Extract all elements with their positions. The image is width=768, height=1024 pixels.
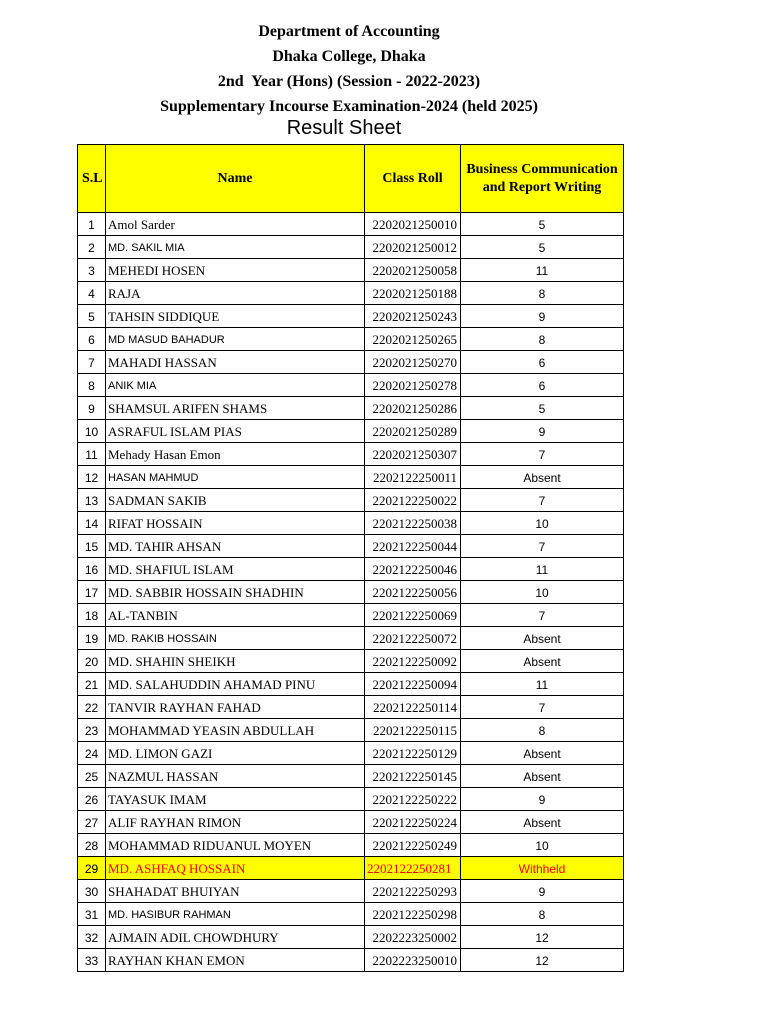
class-roll-cell: 2202122250022 — [365, 489, 461, 512]
table-row — [78, 742, 624, 765]
name-cell: ALIF RAYHAN RIMON — [106, 811, 365, 834]
table-row — [78, 305, 624, 328]
column-header-class-roll: Class Roll — [365, 145, 461, 213]
table-row — [78, 535, 624, 558]
class-roll-cell: 2202122250281 — [365, 857, 461, 880]
serial-cell: 15 — [78, 535, 106, 558]
table-row — [78, 926, 624, 949]
class-roll-cell: 2202122250293 — [365, 880, 461, 903]
table-row — [78, 627, 624, 650]
name-cell: Amol Sarder — [106, 213, 365, 236]
serial-cell: 24 — [78, 742, 106, 765]
mark-cell: 12 — [461, 926, 624, 949]
class-roll-cell: 2202122250092 — [365, 650, 461, 673]
table-row — [78, 765, 624, 788]
serial-cell: 20 — [78, 650, 106, 673]
serial-cell: 1 — [78, 213, 106, 236]
table-row — [78, 834, 624, 857]
table-row — [78, 397, 624, 420]
name-cell: ANIK MIA — [106, 374, 365, 397]
table-row — [78, 512, 624, 535]
name-cell: SHAHADAT BHUIYAN — [106, 880, 365, 903]
class-roll-cell: 2202122250145 — [365, 765, 461, 788]
name-cell: ASRAFUL ISLAM PIAS — [106, 420, 365, 443]
class-roll-cell: 2202223250002 — [365, 926, 461, 949]
name-cell: MD. TAHIR AHSAN — [106, 535, 365, 558]
mark-cell: Absent — [461, 742, 624, 765]
table-row — [78, 466, 624, 489]
department-heading: Department of Accounting — [258, 23, 440, 40]
class-roll-cell: 2202122250056 — [365, 581, 461, 604]
class-roll-cell: 2202122250072 — [365, 627, 461, 650]
name-cell: TAYASUK IMAM — [106, 788, 365, 811]
mark-cell: 9 — [461, 420, 624, 443]
class-roll-cell: 2202122250094 — [365, 673, 461, 696]
mark-cell: Absent — [461, 627, 624, 650]
serial-cell: 28 — [78, 834, 106, 857]
serial-cell: 12 — [78, 466, 106, 489]
class-roll-cell: 2202021250286 — [365, 397, 461, 420]
table-row — [78, 903, 624, 926]
class-roll-cell: 2202021250307 — [365, 443, 461, 466]
class-roll-cell: 2202021250270 — [365, 351, 461, 374]
name-cell: RIFAT HOSSAIN — [106, 512, 365, 535]
class-roll-cell: 2202122250222 — [365, 788, 461, 811]
serial-cell: 17 — [78, 581, 106, 604]
class-roll-cell: 2202021250012 — [365, 236, 461, 259]
exam-heading: Supplementary Incourse Examination-2024 (held 2025) — [160, 98, 538, 115]
table-row — [78, 604, 624, 627]
class-roll-cell: 2202122250046 — [365, 558, 461, 581]
result-sheet-title: Result Sheet — [286, 117, 402, 139]
class-roll-cell: 2202223250010 — [365, 949, 461, 972]
mark-cell: 7 — [461, 696, 624, 719]
serial-cell: 18 — [78, 604, 106, 627]
mark-cell: Absent — [461, 466, 624, 489]
serial-cell: 8 — [78, 374, 106, 397]
mark-cell: 9 — [461, 788, 624, 811]
table-row — [78, 259, 624, 282]
table-row — [78, 282, 624, 305]
mark-cell: 7 — [461, 443, 624, 466]
mark-cell: 11 — [461, 558, 624, 581]
serial-cell: 25 — [78, 765, 106, 788]
serial-cell: 23 — [78, 719, 106, 742]
serial-cell: 11 — [78, 443, 106, 466]
name-cell: MD. SHAFIUL ISLAM — [106, 558, 365, 581]
serial-cell: 33 — [78, 949, 106, 972]
serial-cell: 5 — [78, 305, 106, 328]
name-cell: TANVIR RAYHAN FAHAD — [106, 696, 365, 719]
class-roll-cell: 2202021250289 — [365, 420, 461, 443]
table-row — [78, 443, 624, 466]
class-roll-cell: 2202021250265 — [365, 328, 461, 351]
table-row — [78, 489, 624, 512]
mark-cell: Absent — [461, 811, 624, 834]
serial-cell: 4 — [78, 282, 106, 305]
name-cell: MAHADI HASSAN — [106, 351, 365, 374]
class-roll-cell: 2202122250038 — [365, 512, 461, 535]
class-roll-cell: 2202021250188 — [365, 282, 461, 305]
class-roll-cell: 2202122250129 — [365, 742, 461, 765]
mark-cell: 8 — [461, 719, 624, 742]
name-cell: MD. HASIBUR RAHMAN — [106, 903, 365, 926]
class-roll-cell: 2202122250011 — [365, 466, 461, 489]
serial-cell: 7 — [78, 351, 106, 374]
table-row — [78, 857, 624, 880]
serial-cell: 2 — [78, 236, 106, 259]
mark-cell: 8 — [461, 282, 624, 305]
name-cell: MD. SALAHUDDIN AHAMAD PINU — [106, 673, 365, 696]
table-row — [78, 949, 624, 972]
table-header-row — [78, 145, 624, 213]
name-cell: MD. ASHFAQ HOSSAIN — [106, 857, 365, 880]
name-cell: SADMAN SAKIB — [106, 489, 365, 512]
name-cell: MD. SABBIR HOSSAIN SHADHIN — [106, 581, 365, 604]
serial-cell: 30 — [78, 880, 106, 903]
mark-cell: 7 — [461, 489, 624, 512]
class-roll-cell: 2202122250044 — [365, 535, 461, 558]
serial-cell: 16 — [78, 558, 106, 581]
mark-cell: 10 — [461, 834, 624, 857]
name-cell: MD. LIMON GAZI — [106, 742, 365, 765]
table-row — [78, 880, 624, 903]
name-cell: MOHAMMAD YEASIN ABDULLAH — [106, 719, 365, 742]
class-roll-cell: 2202122250249 — [365, 834, 461, 857]
name-cell: MOHAMMAD RIDUANUL MOYEN — [106, 834, 365, 857]
class-roll-cell: 2202122250114 — [365, 696, 461, 719]
name-cell: AJMAIN ADIL CHOWDHURY — [106, 926, 365, 949]
serial-cell: 13 — [78, 489, 106, 512]
class-roll-cell: 2202021250243 — [365, 305, 461, 328]
table-row — [78, 581, 624, 604]
mark-cell: 7 — [461, 604, 624, 627]
mark-cell: 9 — [461, 880, 624, 903]
mark-cell: 6 — [461, 374, 624, 397]
column-header-name: Name — [106, 145, 365, 213]
name-cell: SHAMSUL ARIFEN SHAMS — [106, 397, 365, 420]
session-heading: 2nd Year (Hons) (Session - 2022-2023) — [217, 73, 481, 90]
serial-cell: 27 — [78, 811, 106, 834]
mark-cell: 9 — [461, 305, 624, 328]
class-roll-cell: 2202122250069 — [365, 604, 461, 627]
mark-cell: 11 — [461, 259, 624, 282]
mark-cell: 5 — [461, 236, 624, 259]
serial-cell: 32 — [78, 926, 106, 949]
name-cell: HASAN MAHMUD — [106, 466, 365, 489]
mark-cell: Withheld — [461, 857, 624, 880]
mark-cell: 8 — [461, 903, 624, 926]
name-cell: TAHSIN SIDDIQUE — [106, 305, 365, 328]
name-cell: RAYHAN KHAN EMON — [106, 949, 365, 972]
result-table — [77, 144, 624, 972]
class-roll-cell: 2202122250224 — [365, 811, 461, 834]
name-cell: AL-TANBIN — [106, 604, 365, 627]
serial-cell: 26 — [78, 788, 106, 811]
mark-cell: 8 — [461, 328, 624, 351]
class-roll-cell: 2202122250115 — [365, 719, 461, 742]
mark-cell: Absent — [461, 765, 624, 788]
mark-cell: 12 — [461, 949, 624, 972]
mark-cell: 11 — [461, 673, 624, 696]
table-row — [78, 213, 624, 236]
table-row — [78, 673, 624, 696]
column-header-sl: S.L — [78, 145, 106, 213]
table-row — [78, 811, 624, 834]
serial-cell: 29 — [78, 857, 106, 880]
column-header-subject: Business Communication and Report Writing — [461, 145, 624, 213]
table-row — [78, 719, 624, 742]
mark-cell: 10 — [461, 581, 624, 604]
mark-cell: 7 — [461, 535, 624, 558]
serial-cell: 3 — [78, 259, 106, 282]
serial-cell: 22 — [78, 696, 106, 719]
mark-cell: 6 — [461, 351, 624, 374]
table-row — [78, 236, 624, 259]
serial-cell: 21 — [78, 673, 106, 696]
name-cell: Mehady Hasan Emon — [106, 443, 365, 466]
name-cell: MD. RAKIB HOSSAIN — [106, 627, 365, 650]
college-heading: Dhaka College, Dhaka — [272, 48, 426, 65]
name-cell: MEHEDI HOSEN — [106, 259, 365, 282]
table-row — [78, 374, 624, 397]
serial-cell: 10 — [78, 420, 106, 443]
name-cell: NAZMUL HASSAN — [106, 765, 365, 788]
table-row — [78, 420, 624, 443]
name-cell: MD. SHAHIN SHEIKH — [106, 650, 365, 673]
name-cell: MD. SAKIL MIA — [106, 236, 365, 259]
serial-cell: 6 — [78, 328, 106, 351]
table-row — [78, 788, 624, 811]
class-roll-cell: 2202021250058 — [365, 259, 461, 282]
class-roll-cell: 2202021250010 — [365, 213, 461, 236]
table-row — [78, 328, 624, 351]
name-cell: MD MASUD BAHADUR — [106, 328, 365, 351]
class-roll-cell: 2202021250278 — [365, 374, 461, 397]
class-roll-cell: 2202122250298 — [365, 903, 461, 926]
name-cell: RAJA — [106, 282, 365, 305]
table-row — [78, 558, 624, 581]
table-row — [78, 650, 624, 673]
table-row — [78, 696, 624, 719]
serial-cell: 14 — [78, 512, 106, 535]
table-row — [78, 351, 624, 374]
mark-cell: 5 — [461, 213, 624, 236]
mark-cell: 5 — [461, 397, 624, 420]
serial-cell: 31 — [78, 903, 106, 926]
serial-cell: 9 — [78, 397, 106, 420]
mark-cell: Absent — [461, 650, 624, 673]
serial-cell: 19 — [78, 627, 106, 650]
mark-cell: 10 — [461, 512, 624, 535]
